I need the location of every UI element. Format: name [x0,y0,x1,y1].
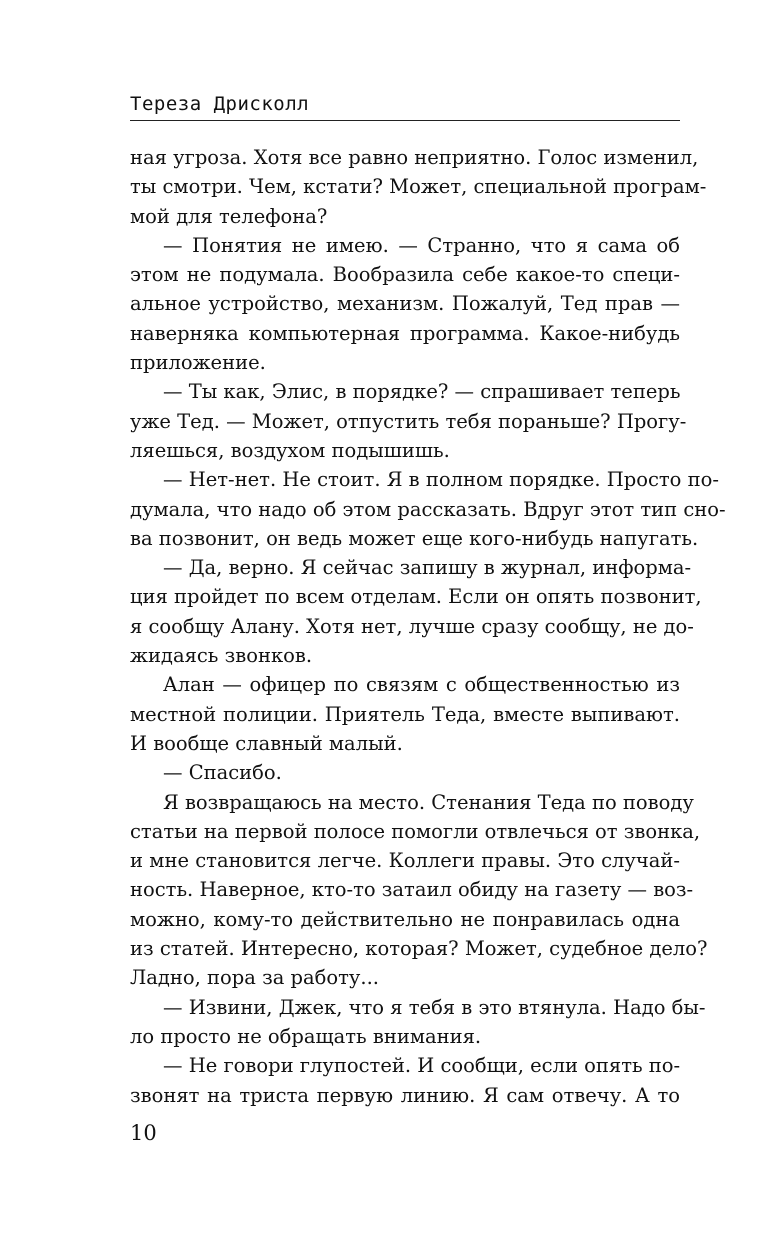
text-line: альное устройство, механизм. Пожалуй, Тед прав — [130,292,680,316]
text-line: — Извини, Джек, что я тебя в это втянула. Надо бы- [163,995,706,1019]
text-line: — Не говори глупостей. И сообщи, если опять по- [163,1054,681,1078]
text-line: Ладно, пора за работу... [130,966,379,990]
text-line: наверняка компьютерная программа. Какое-нибудь [130,321,680,345]
text-line: уже Тед. — Может, отпустить тебя пораньше? Прогу- [130,409,687,433]
text-line: и мне становится легче. Коллеги правы. Это случай- [130,849,680,873]
text-line: из статей. Интересно, которая? Может, судебное дело? [130,937,708,961]
text-line: ция пройдет по всем отделам. Если он опять позвонит, [130,585,702,609]
text-line: приложение. [130,351,266,375]
text-line: — Нет-нет. Не стоит. Я в полном порядке. Просто по- [163,468,719,492]
text-line: ва позвонит, он ведь может еще кого-нибудь напугать. [130,526,699,550]
text-line: — Спасибо. [163,761,282,785]
text-line: жидаясь звонков. [130,644,313,668]
text-line: — Да, верно. Я сейчас запишу в журнал, информа- [163,556,692,580]
text-line: статьи на первой полосе помогли отвлечься от звонка, [130,819,701,843]
running-head: Тереза Дрисколл [130,92,680,121]
text-line: мой для телефона? [130,204,328,228]
text-line: Алан — офицер по связям с общественностью из [163,673,680,697]
text-line: этом не подумала. Вообразила себе какое-то специ- [130,263,680,287]
text-line: ная угроза. Хотя все равно неприятно. Голос изменил, [130,146,699,169]
text-line: И вообще славный малый. [130,731,403,755]
text-line: Я возвращаюсь на место. Стенания Теда по поводу [163,790,694,814]
text-line: — Ты как, Элис, в порядке? — спрашивает теперь [163,380,681,404]
body-text [130,143,726,1110]
text-line: думала, что надо об этом рассказать. Вдруг этот тип сно- [130,497,726,521]
text-line: — Понятия не имею. — Странно, что я сама об [163,233,680,257]
text-line: можно, кому-то действительно не понравилась одна [130,907,680,931]
page-number: 10 [130,1121,157,1145]
text-line: звонят на триста первую линию. Я сам отвечу. А то [130,1083,680,1107]
text-line: я сообщу Алану. Хотя нет, лучше сразу сообщу, не до- [130,614,694,638]
text-line: местной полиции. Приятель Теда, вместе выпивают. [130,702,680,726]
text-line: ность. Наверное, кто-то затаил обиду на газету — воз- [130,878,694,902]
text-line: ляешься, воздухом подышишь. [130,438,450,462]
text-line: ты смотри. Чем, кстати? Может, специальной програм- [130,175,707,199]
text-line: ло просто не обращать внимания. [130,1024,482,1048]
